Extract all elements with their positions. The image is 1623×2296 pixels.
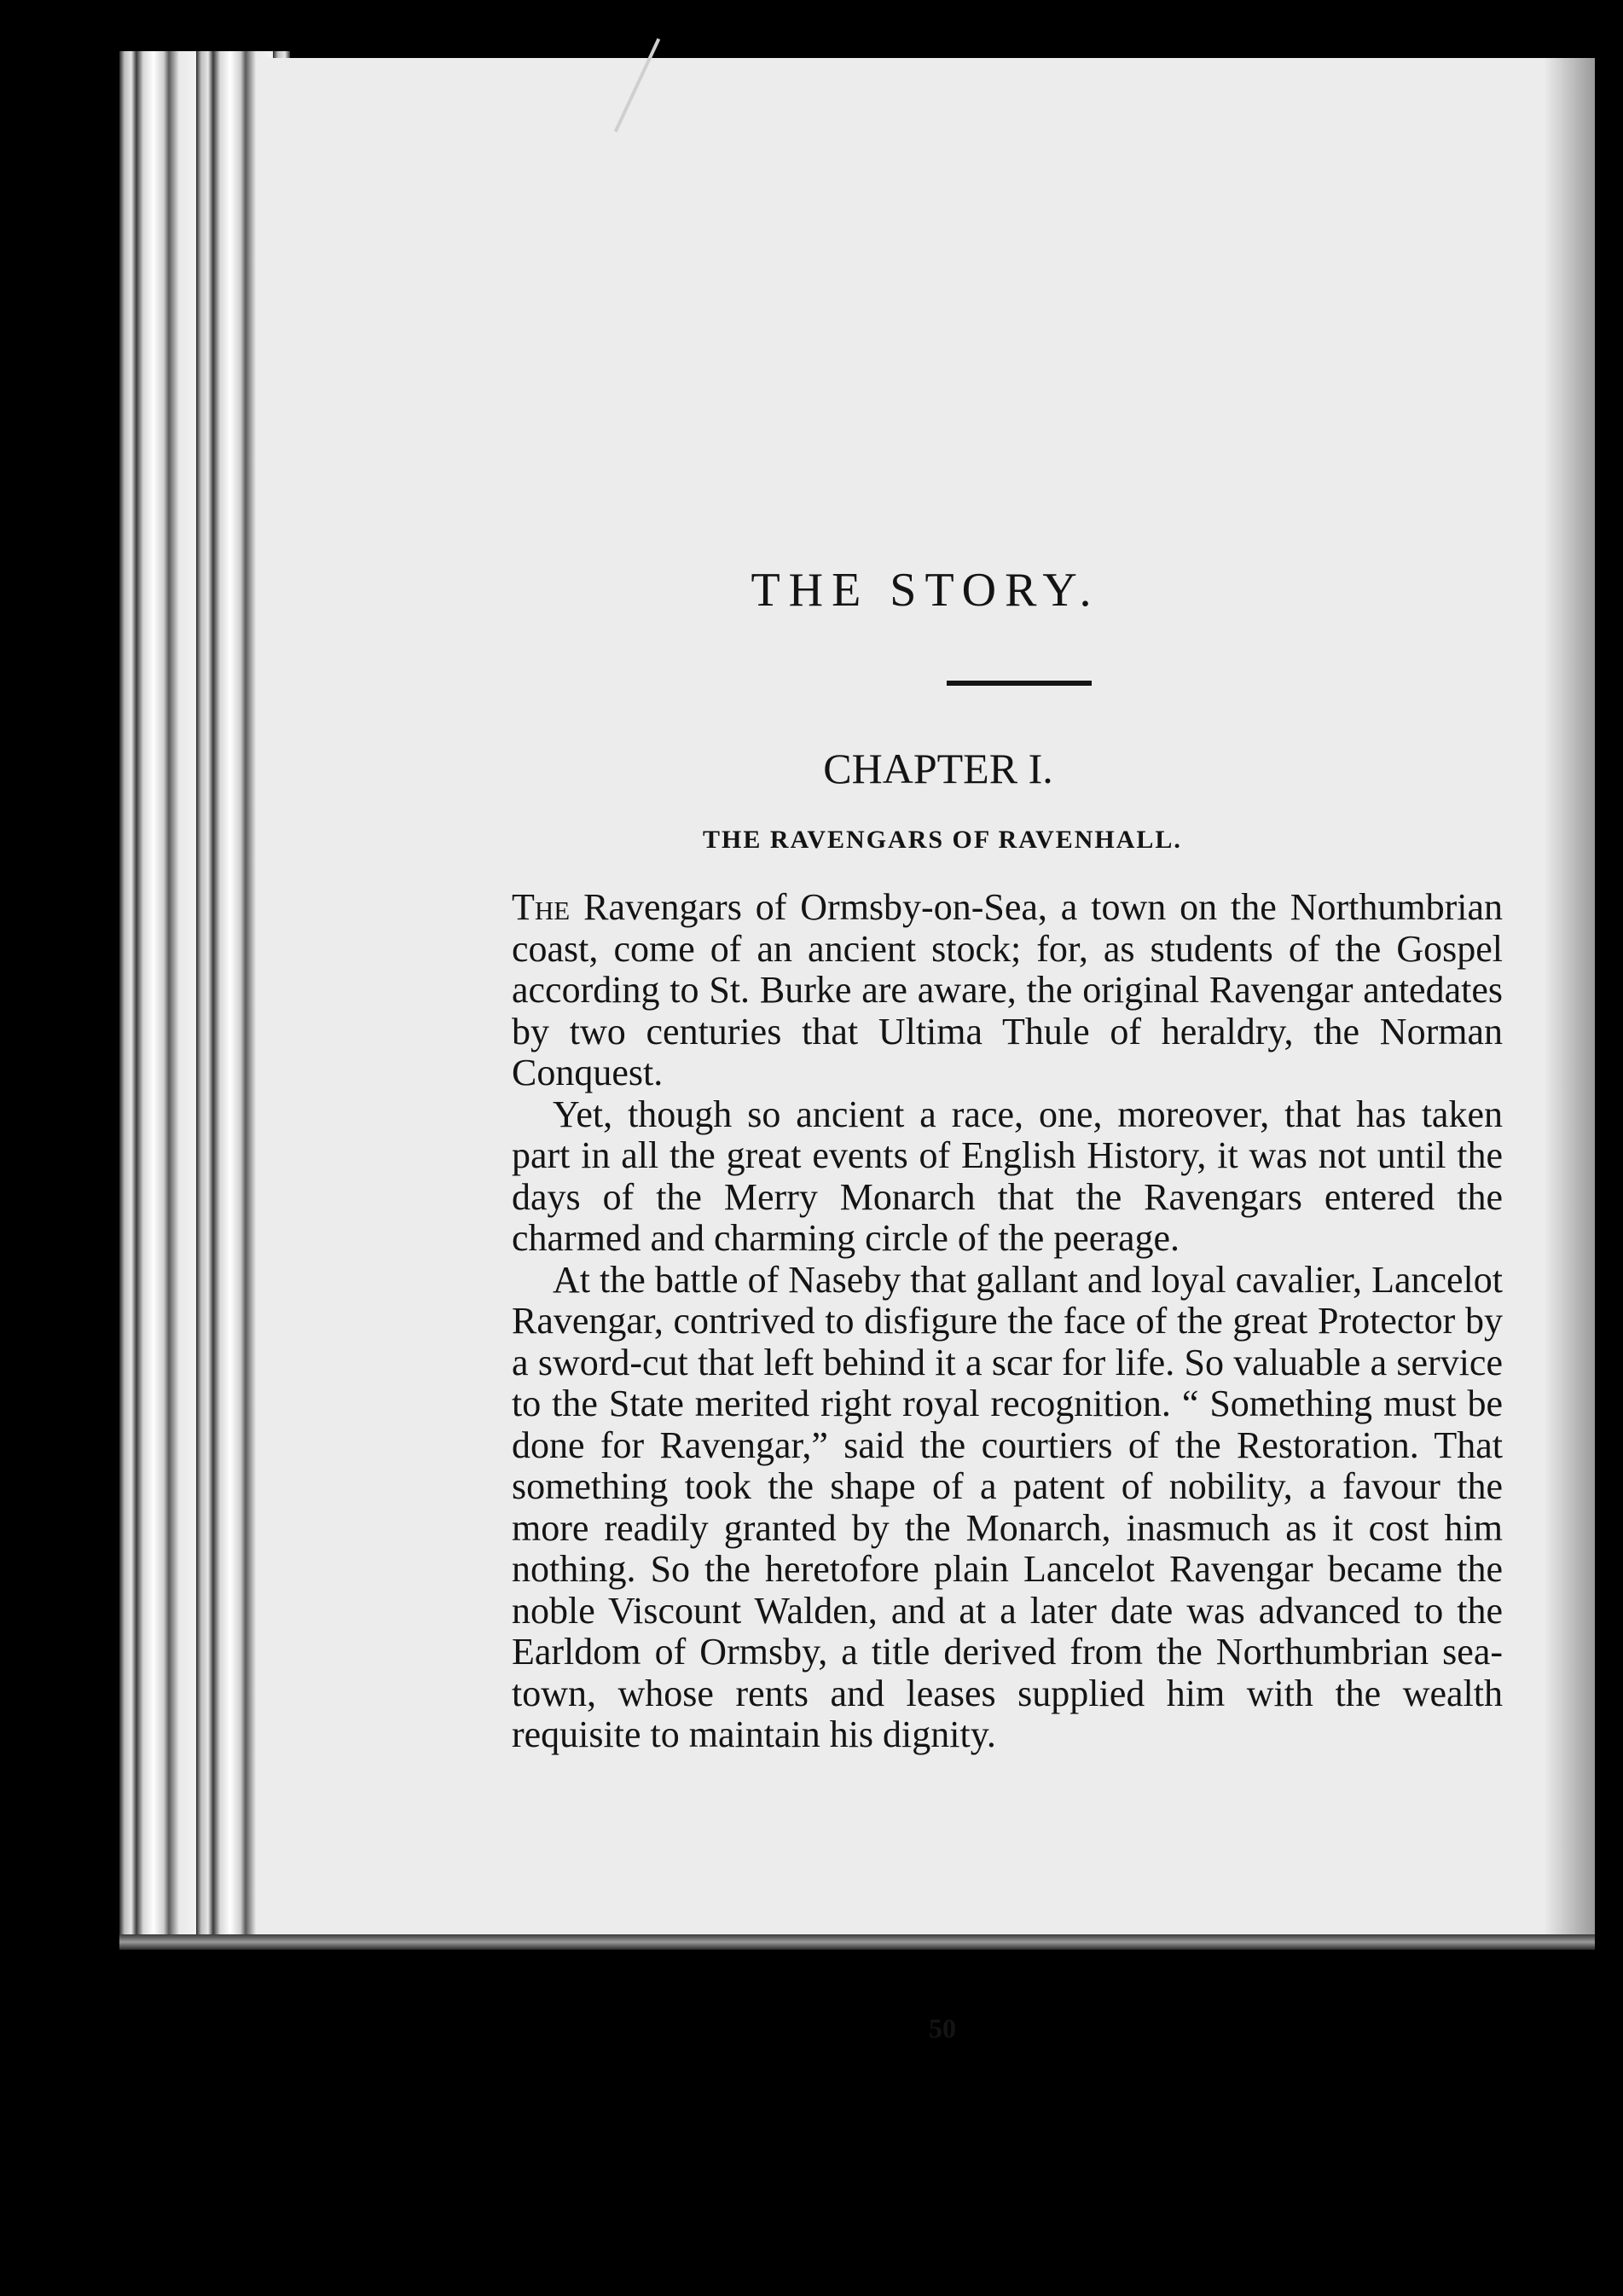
paragraph-1 (512, 887, 1503, 1094)
title-divider-rule (947, 681, 1092, 686)
paragraph-text: Ravengars of Ormsby-on-Sea, a town on the Northumbrian coast, come of an ancient stock; for, as students of the Gospel according to St. Burke are aware, the original Ravengar antedates by two centuries that Ultima Thule of heraldry, the Norman Conquest. (512, 886, 1503, 1093)
chapter-body (512, 887, 1503, 1756)
page-shadow (1544, 58, 1595, 1934)
book-title: THE STORY. (751, 564, 1100, 617)
page-number: 50 (929, 2013, 956, 2044)
book-bottom-edge (119, 1934, 1595, 1950)
paragraph-2: Yet, though so ancient a race, one, moreover, that has taken part in all the great events of English History, it was not until the days of the Merry Monarch that the Ravengars entered the charmed and charming circle of the peerage. (512, 1093, 1503, 1259)
paragraph-lead-word: The (512, 886, 571, 928)
paragraph-3: At the battle of Naseby that gallant and loyal cavalier, Lancelot Ravengar, contrived to disfigure the face of the great Protector by a sword-cut that left behind it a scar for life. So valuable a service to the State merited right royal recognition. “ Something must be done for Ravengar,” said the courtiers of the Restoration. That something took the shape of a patent of nobility, a favour the more readily granted by the Monarch, inasmuch as it cost him nothing. So the heretofore plain Lancelot Ravengar became the noble Viscount Walden, and at a later date was advanced to the Earldom of Ormsby, a title derived from the Northumbrian sea-town, whose rents and leases supplied him with the wealth requisite to maintain his dignity. (512, 1258, 1503, 1755)
chapter-subtitle: THE RAVENGARS OF RAVENHALL. (703, 826, 1182, 854)
chapter-heading: CHAPTER I. (823, 745, 1053, 792)
